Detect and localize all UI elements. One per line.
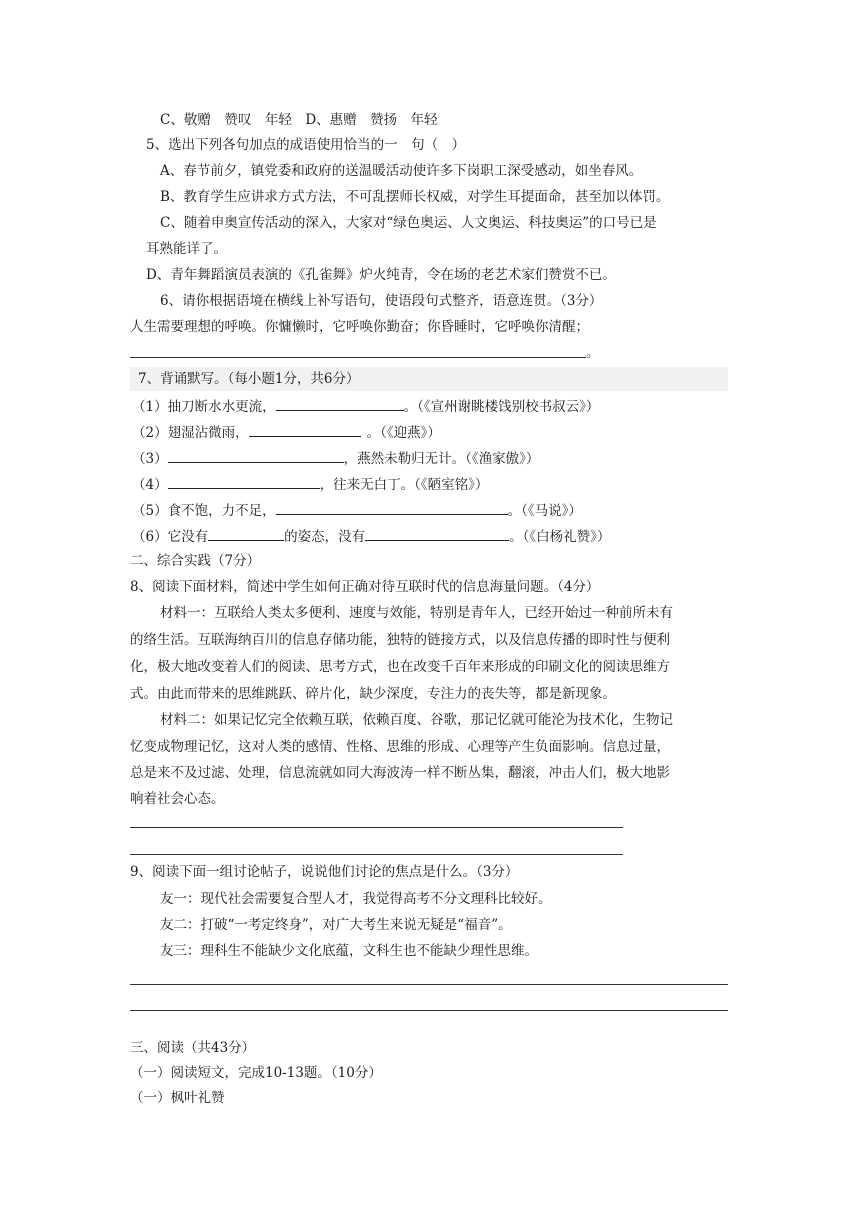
q9-stem: 9、阅读下面一组讨论帖子，说说他们讨论的焦点是什么。（3分）	[130, 864, 519, 880]
q7-item-3-blank[interactable]	[168, 448, 344, 463]
q7-item-2-blank[interactable]	[249, 422, 361, 437]
q7-item-4-blank[interactable]	[168, 474, 320, 489]
section-3-sub-1: （一）阅读短文，完成10-13题。（10分）	[130, 1065, 382, 1081]
q5-option-b: B、教育学生应讲求方式方法，不可乱摆师长权威，对学生耳提面命，甚至加以体罚。	[160, 189, 670, 205]
q9-friend-3: 友三：理科生不能缺少文化底蕴，文科生也不能缺少理性思维。	[160, 943, 538, 959]
q6-text: 人生需要理想的呼唤。你慵懒时，它呼唤你勤奋；你昏睡时，它呼唤你清醒；	[130, 319, 589, 335]
q6-end-mark: 。	[586, 345, 600, 361]
q8-material-1-line-3: 化，极大地改变着人们的阅读、思考方式，也在改变千百年来形成的印刷文化的阅读思维方	[130, 659, 670, 675]
q7-stem: 7、背诵默写。（每小题1分，共6分）	[138, 371, 360, 387]
q7-item-4-prefix: （4）	[132, 477, 168, 493]
q5-stem: 5、选出下列各句加点的成语使用恰当的一 句（ ）	[146, 137, 466, 153]
q7-item-6-middle: 的姿态，没有	[284, 529, 366, 545]
q7-item-3-suffix: ，燕然未勒归无计。（《渔家傲》）	[343, 451, 540, 467]
q8-material-2-line-3: 总是来不及过滤、处理，信息流就如同大海波涛一样不断丛集，翻滚，冲击人们，极大地影	[130, 765, 670, 781]
q9-answer-line-1[interactable]	[130, 984, 728, 985]
q7-item-5-blank[interactable]	[276, 500, 508, 515]
q8-material-2-line-2: 忆变成物理记忆，这对人类的感情、性格、思维的形成、心理等产生负面影响。信息过量，	[130, 739, 670, 755]
q8-material-1-line-1: 材料一：互联给人类太多便利、速度与效能，特别是青年人，已经开始过一种前所未有	[160, 605, 673, 621]
q7-item-5	[132, 500, 582, 521]
q7-item-1-prefix: （1）抽刀断水水更流，	[132, 399, 276, 415]
q7-item-1-suffix: 。（《宣州谢眺楼饯别校书叔云》）	[403, 399, 600, 415]
q9-answer-line-2[interactable]	[130, 1010, 728, 1011]
q8-material-1-line-2: 的络生活。互联海纳百川的信息存储功能，独特的链接方式，以及信息传播的即时性与便利	[130, 632, 670, 648]
q7-item-5-prefix: （5）食不饱，力不足，	[132, 503, 276, 519]
q8-material-2-line-1: 材料二：如果记忆完全依赖互联，依赖百度、谷歌，那记忆就可能沦为技术化，生物记	[160, 712, 673, 728]
q7-item-2-prefix: （2）翅湿沾微雨，	[132, 425, 249, 441]
q5-option-c-line2: 耳熟能详了。	[146, 241, 227, 257]
section-3-sub-2: （一）枫叶礼赞	[130, 1090, 225, 1106]
q4-option-cd: C、敬赠 赞叹 年轻 D、惠赠 赞扬 年轻	[160, 112, 438, 128]
q7-item-6	[132, 526, 610, 547]
q6-answer-line[interactable]	[130, 357, 586, 358]
q7-item-3-prefix: （3）	[132, 451, 168, 467]
q5-option-d: D、青年舞蹈演员表演的《孔雀舞》炉火纯青，令在场的老艺术家们赞赏不已。	[146, 267, 616, 283]
section-2-title: 二、综合实践（7分）	[130, 553, 261, 569]
q7-item-2-suffix: 。（《迎燕》）	[366, 425, 441, 441]
q8-answer-line-2[interactable]	[130, 854, 623, 855]
q6-stem: 6、请你根据语境在横线上补写语句，使语段句式整齐，语意连贯。（3分）	[160, 293, 603, 309]
q7-item-1-blank[interactable]	[276, 396, 404, 411]
q9-friend-2: 友二：打破“一考定终身”，对广大考生来说无疑是“福音”。	[160, 917, 512, 933]
q7-item-6-prefix: （6）它没有	[132, 529, 209, 545]
q8-material-1-line-4: 式。由此而带来的思维跳跃、碎片化，缺少深度，专注力的丧失等，都是新现象。	[130, 686, 616, 702]
q7-item-4-suffix: ，往来无白丁。（《陋室铭》）	[319, 477, 489, 493]
q8-answer-line-1[interactable]	[130, 827, 623, 828]
q7-item-4	[132, 474, 488, 495]
q8-material-2-line-4: 响着社会心态。	[130, 791, 225, 807]
q5-option-c-line1: C、随着申奥宣传活动的深入，大家对“绿色奥运、人文奥运、科技奥运”的口号已是	[160, 215, 657, 231]
q7-item-6-suffix: 。（《白杨礼赞》）	[509, 529, 611, 545]
q7-item-2	[132, 422, 441, 443]
q7-item-1	[132, 396, 599, 417]
section-3-title: 三、阅读（共43分）	[130, 1040, 256, 1056]
q7-item-5-suffix: 。（《马说》）	[507, 503, 582, 519]
q9-friend-1: 友一：现代社会需要复合型人才，我觉得高考不分文理科比较好。	[160, 891, 552, 907]
q8-stem: 8、阅读下面材料，简述中学生如何正确对待互联时代的信息海量问题。（4分）	[130, 579, 600, 595]
q7-item-3	[132, 448, 539, 469]
q5-option-a: A、春节前夕，镇党委和政府的送温暖活动使许多下岗职工深受感动，如坐春风。	[160, 163, 643, 179]
q7-item-6-blank-1[interactable]	[208, 526, 284, 541]
q7-item-6-blank-2[interactable]	[365, 526, 509, 541]
